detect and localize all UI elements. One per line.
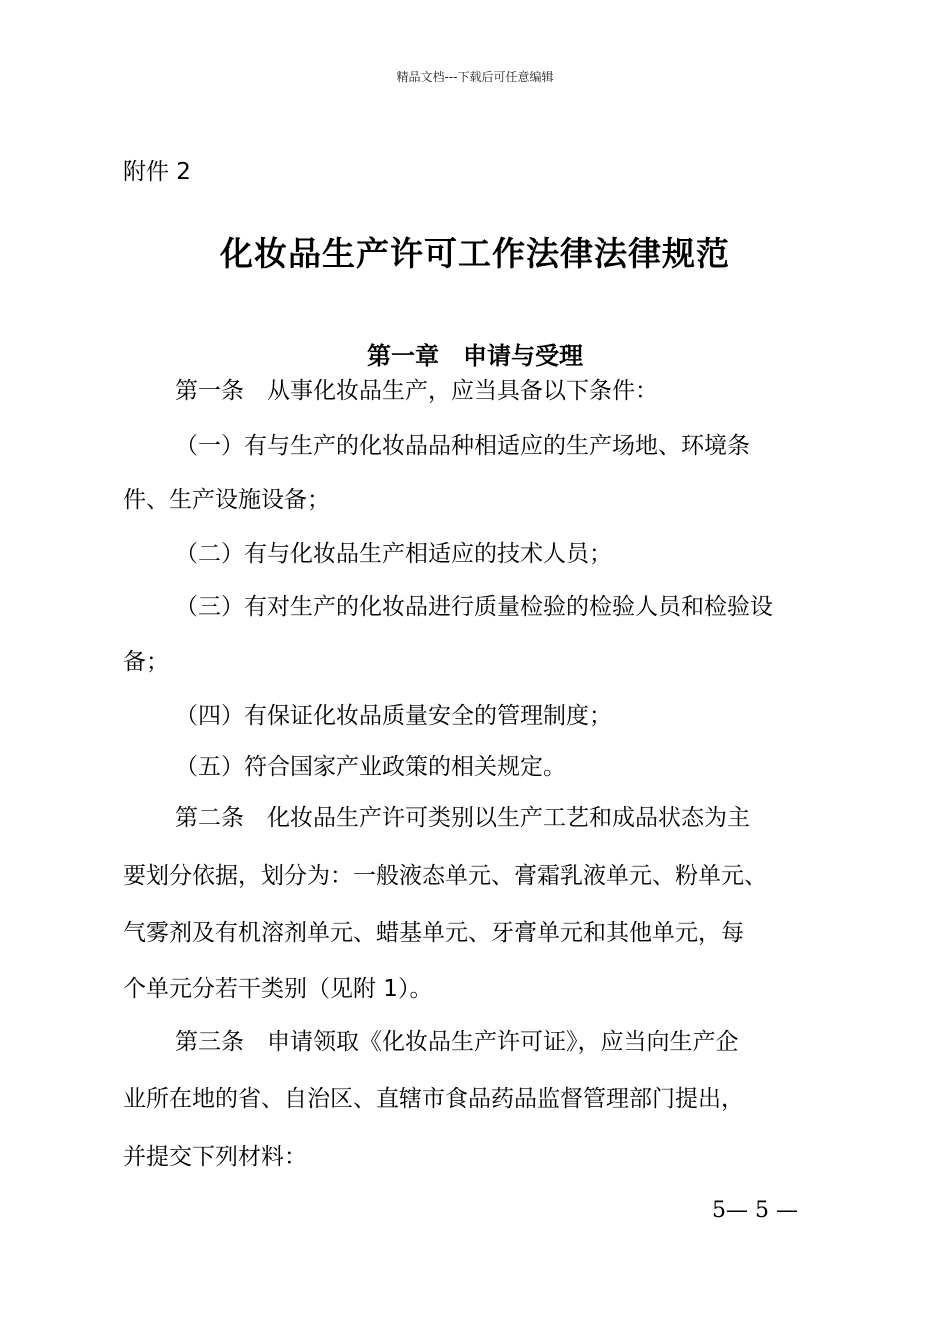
chapter-heading: 第一章 申请与受理: [367, 341, 583, 370]
article-3-line-1: 第三条 申请领取《化妆品生产许可证》，应当向生产企: [175, 1029, 739, 1055]
item-1-line-1: （一）有与生产的化妆品品种相适应的生产场地、环境条: [175, 433, 750, 459]
item-3-line-2: 备；: [123, 649, 169, 675]
article-3-line-3: 并提交下列材料：: [123, 1144, 307, 1170]
item-4: （四）有保证化妆品质量安全的管理制度；: [175, 703, 612, 729]
document-title: 化妆品生产许可工作法律法律规范: [220, 234, 730, 273]
article-2-line-4: 个单元分若干类别（见附 1）。: [123, 976, 433, 1002]
item-1-line-2: 件、生产设施设备；: [123, 487, 330, 513]
attachment-label: 附件 2: [123, 159, 191, 185]
item-5: （五）符合国家产业政策的相关规定。: [175, 754, 566, 780]
article-2-line-1: 第二条 化妆品生产许可类别以生产工艺和成品状态为主: [175, 805, 750, 831]
article-2-line-3: 气雾剂及有机溶剂单元、蜡基单元、牙膏单元和其他单元，每: [123, 920, 744, 946]
article-3-line-2: 业所在地的省、自治区、直辖市食品药品监督管理部门提出，: [123, 1086, 744, 1112]
article-1: 第一条 从事化妆品生产，应当具备以下条件：: [175, 378, 658, 404]
article-2-line-2: 要划分依据，划分为：一般液态单元、膏霜乳液单元、粉单元、: [123, 863, 767, 889]
page-number: 5— 5 —: [712, 1198, 798, 1223]
item-2: （二）有与化妆品生产相适应的技术人员；: [175, 541, 612, 567]
item-3-line-1: （三）有对生产的化妆品进行质量检验的检验人员和检验设: [175, 594, 773, 620]
page-header: 精品文档---下载后可任意编辑: [396, 70, 554, 84]
